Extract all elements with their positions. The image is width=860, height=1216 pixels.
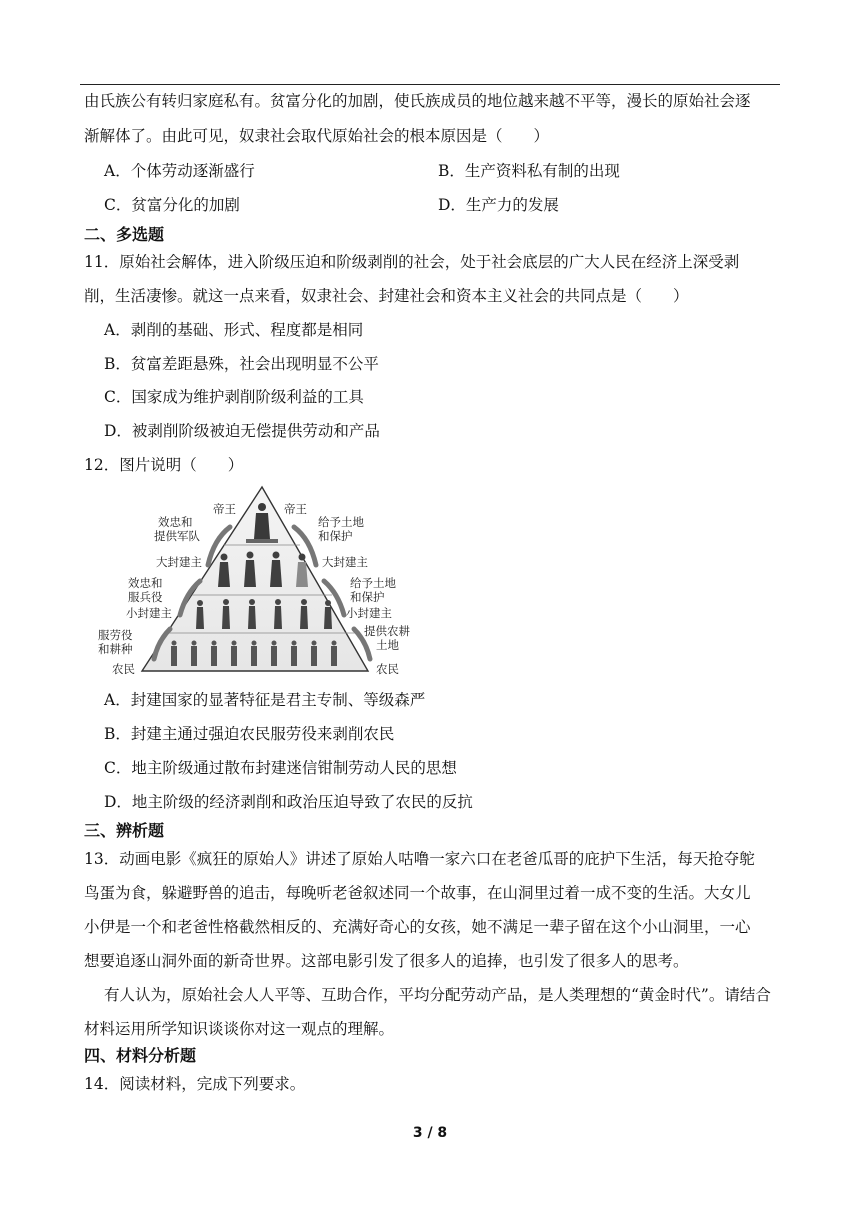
label-peasant-left: 农民 xyxy=(112,662,135,676)
label-small-lord-left: 小封建主 xyxy=(126,606,172,620)
q12-stem: 12．图片说明（ ） xyxy=(84,456,244,474)
section-heading-analysis: 三、辨析题 xyxy=(84,821,165,840)
q11-text-line2: 削，生活凄惨。就这一点来看，奴隶社会、封建社会和资本主义社会的共同点是（ ） xyxy=(84,287,689,305)
q10-option-b: B．生产资料私有制的出现 xyxy=(438,162,620,180)
q11-option-a: A．剥削的基础、形式、程度都是相同 xyxy=(104,321,364,339)
q12-option-b: B．封建主通过强迫农民服劳役来剥削农民 xyxy=(104,725,395,743)
label-right-low-1: 提供农耕 xyxy=(364,624,410,638)
q14-stem: 14．阅读材料，完成下列要求。 xyxy=(84,1075,306,1093)
q12-option-a: A．封建国家的显著特征是君主专制、等级森严 xyxy=(104,691,426,709)
label-right-mid-2: 和保护 xyxy=(350,590,385,604)
header-rule xyxy=(80,84,780,85)
q10-option-d: D．生产力的发展 xyxy=(438,196,559,214)
q13-text-line4: 想要追逐山洞外面的新奇世界。这部电影引发了很多人的追捧，也引发了很多人的思考。 xyxy=(84,952,689,970)
label-emperor-left: 帝王 xyxy=(213,502,236,516)
label-left-upper-1: 效忠和 xyxy=(158,515,193,529)
label-peasant-right: 农民 xyxy=(376,662,399,676)
q13-text-line5: 有人认为，原始社会人人平等、互助合作，平均分配劳动产品，是人类理想的“黄金时代”。请结合 xyxy=(104,986,771,1004)
label-left-mid-1: 效忠和 xyxy=(128,576,163,590)
label-small-lord-right: 小封建主 xyxy=(346,606,392,620)
feudal-pyramid-diagram xyxy=(96,483,416,679)
label-left-upper-2: 提供军队 xyxy=(154,529,200,543)
q12-option-d: D．地主阶级的经济剥削和政治压迫导致了农民的反抗 xyxy=(104,793,473,811)
peasants-figures xyxy=(171,641,337,667)
q10-text-line1: 由氏族公有转归家庭私有。贫富分化的加剧，使氏族成员的地位越来越不平等，漫长的原始社会逐 xyxy=(84,92,751,110)
section-heading-material-analysis: 四、材料分析题 xyxy=(84,1046,197,1065)
label-left-low-1: 服劳役 xyxy=(98,628,133,642)
label-emperor-right: 帝王 xyxy=(284,502,307,516)
q13-text-line1: 13．动画电影《疯狂的原始人》讲述了原始人咕噜一家六口在老爸瓜哥的庇护下生活，每天抢夺鸵 xyxy=(84,850,755,868)
q10-option-a: A．个体劳动逐渐盛行 xyxy=(104,162,255,180)
label-right-upper-1: 给予土地 xyxy=(318,515,364,529)
section-heading-multiple-choice: 二、多选题 xyxy=(84,225,165,244)
q11-option-c: C．国家成为维护剥削阶级利益的工具 xyxy=(104,388,364,406)
q12-option-c: C．地主阶级通过散布封建迷信钳制劳动人民的思想 xyxy=(104,759,457,777)
q10-text-line2: 渐解体了。由此可见，奴隶社会取代原始社会的根本原因是（ ） xyxy=(84,127,550,145)
q10-option-c: C．贫富分化的加剧 xyxy=(104,196,240,214)
q11-text-line1: 11．原始社会解体，进入阶级压迫和阶级剥削的社会，处于社会底层的广大人民在经济上深受剥 xyxy=(84,253,740,271)
label-right-upper-2: 和保护 xyxy=(318,529,353,543)
feudal-pyramid-figure xyxy=(96,483,416,679)
label-left-low-2: 和耕种 xyxy=(98,642,133,656)
q13-text-line3: 小伊是一个和老爸性格截然相反的、充满好奇心的女孩，她不满足一辈子留在这个小山洞里，一心 xyxy=(84,918,751,936)
q11-option-d: D．被剥削阶级被迫无偿提供劳动和产品 xyxy=(104,422,380,440)
label-great-lord-left: 大封建主 xyxy=(156,555,202,569)
q11-option-b: B．贫富差距悬殊，社会出现明显不公平 xyxy=(104,355,379,373)
label-left-mid-2: 服兵役 xyxy=(128,590,163,604)
label-great-lord-right: 大封建主 xyxy=(322,555,368,569)
page-number: 3 / 8 xyxy=(412,1125,448,1141)
label-right-mid-1: 给予土地 xyxy=(350,576,396,590)
label-right-low-2: 土地 xyxy=(376,638,399,652)
q13-text-line6: 材料运用所学知识谈谈你对这一观点的理解。 xyxy=(84,1020,395,1038)
q13-text-line2: 鸟蛋为食，躲避野兽的追击，每晚听老爸叙述同一个故事，在山洞里过着一成不变的生活。大女儿 xyxy=(84,884,751,902)
